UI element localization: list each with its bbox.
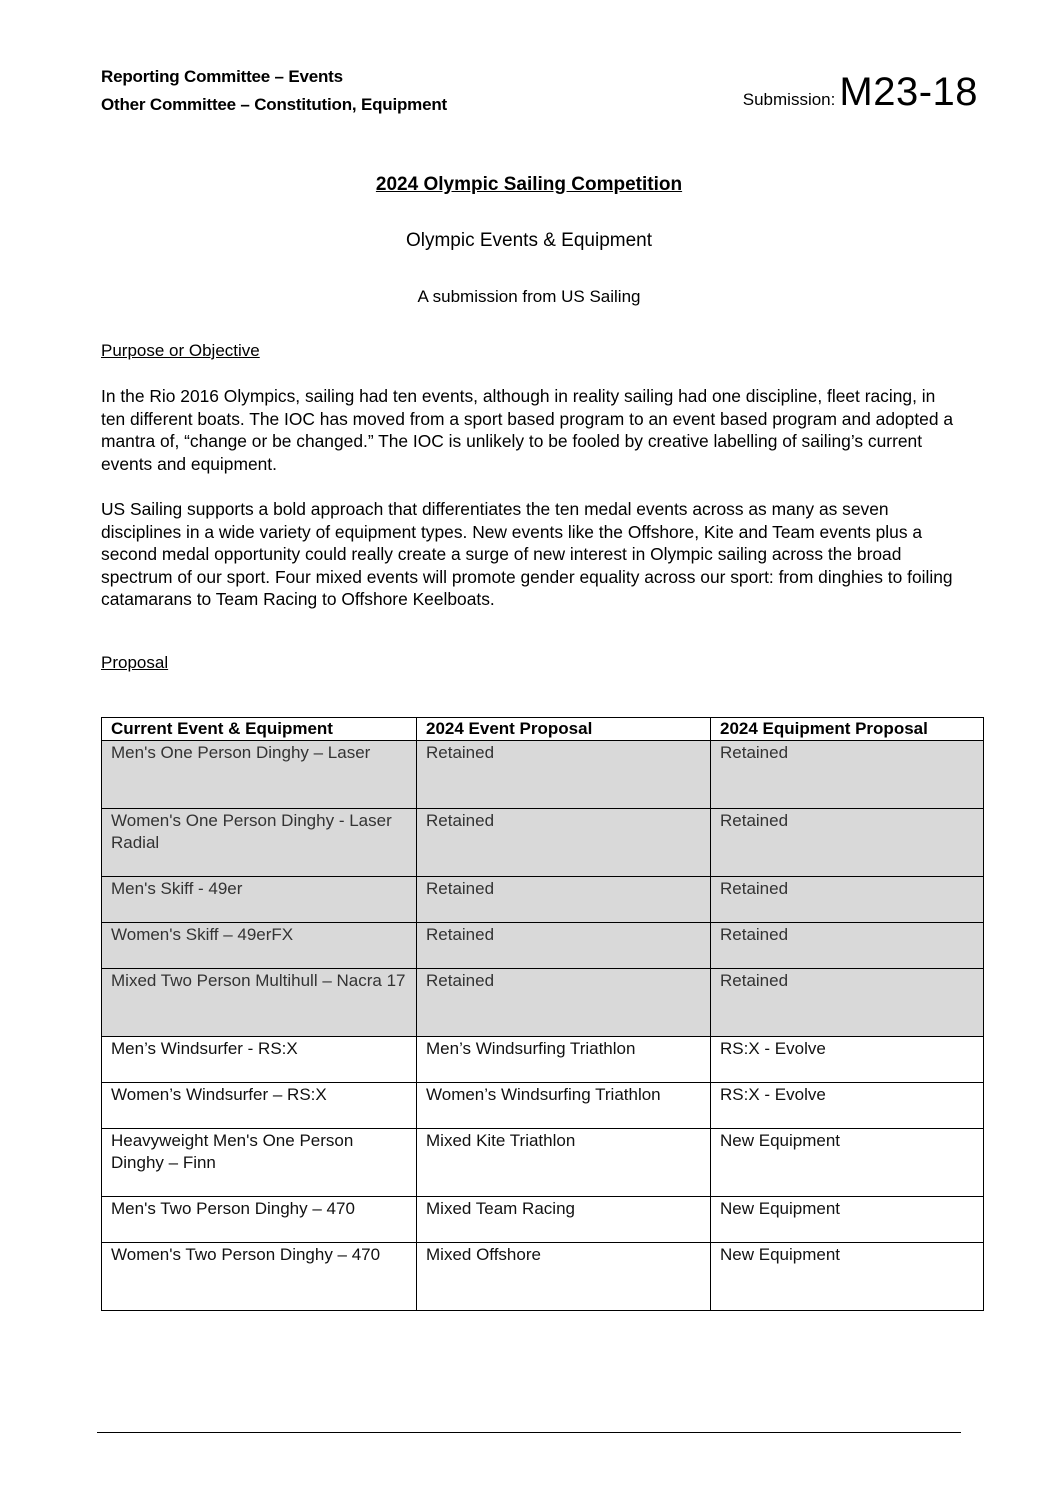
cell-event-proposal: Retained xyxy=(417,809,711,877)
cell-current-event: Men's Two Person Dinghy – 470 xyxy=(102,1197,417,1243)
cell-equipment-proposal: Retained xyxy=(711,969,984,1037)
cell-current-event: Women's Two Person Dinghy – 470 xyxy=(102,1243,417,1311)
cell-equipment-proposal: New Equipment xyxy=(711,1129,984,1197)
column-header-equipment: 2024 Equipment Proposal xyxy=(711,718,984,741)
cell-event-proposal: Women’s Windsurfing Triathlon xyxy=(417,1083,711,1129)
cell-event-proposal: Mixed Team Racing xyxy=(417,1197,711,1243)
document-byline: A submission from US Sailing xyxy=(417,287,641,306)
cell-equipment-proposal: New Equipment xyxy=(711,1197,984,1243)
cell-equipment-proposal: RS:X - Evolve xyxy=(711,1037,984,1083)
submission-code: M23-18 xyxy=(839,70,978,114)
cell-event-proposal: Retained xyxy=(417,741,711,809)
cell-equipment-proposal: Retained xyxy=(711,809,984,877)
cell-event-proposal: Retained xyxy=(417,877,711,923)
cell-current-event: Heavyweight Men's One Person Dinghy – Finn xyxy=(102,1129,417,1197)
cell-current-event: Men’s Windsurfer - RS:X xyxy=(102,1037,417,1083)
cell-event-proposal: Retained xyxy=(417,969,711,1037)
document-title: 2024 Olympic Sailing Competition xyxy=(375,174,683,195)
table-row xyxy=(102,741,984,809)
table-row xyxy=(102,1037,984,1083)
table-row xyxy=(102,809,984,877)
cell-current-event: Men's One Person Dinghy – Laser xyxy=(102,741,417,809)
cell-equipment-proposal: Retained xyxy=(711,923,984,969)
table-header-row xyxy=(102,718,984,741)
cell-equipment-proposal: Retained xyxy=(711,741,984,809)
submission-label: Submission: xyxy=(742,90,836,109)
cell-current-event: Women’s Windsurfer – RS:X xyxy=(102,1083,417,1129)
table-row xyxy=(102,1083,984,1129)
proposal-heading: Proposal xyxy=(101,653,169,672)
table-row xyxy=(102,923,984,969)
cell-equipment-proposal: RS:X - Evolve xyxy=(711,1083,984,1129)
cell-current-event: Women's Skiff – 49erFX xyxy=(102,923,417,969)
column-header-current: Current Event & Equipment xyxy=(102,718,417,741)
cell-equipment-proposal: Retained xyxy=(711,877,984,923)
cell-equipment-proposal: New Equipment xyxy=(711,1243,984,1311)
table-row xyxy=(102,969,984,1037)
table-row xyxy=(102,1197,984,1243)
footer-divider xyxy=(97,1432,961,1433)
purpose-paragraph-1: In the Rio 2016 Olympics, sailing had ten events, although in reality sailing had one discipline, fleet racing, in ten different boats. The IOC has moved from a sport based program to an event based program and adopted a mantra of, “change or be changed.” The IOC is unlikely to be fooled by creative labelling of sailing’s current events and equipment. xyxy=(101,386,954,474)
cell-event-proposal: Mixed Kite Triathlon xyxy=(417,1129,711,1197)
cell-current-event: Mixed Two Person Multihull – Nacra 17 xyxy=(102,969,417,1037)
cell-event-proposal: Mixed Offshore xyxy=(417,1243,711,1311)
cell-event-proposal: Retained xyxy=(417,923,711,969)
cell-current-event: Men's Skiff - 49er xyxy=(102,877,417,923)
cell-event-proposal: Men’s Windsurfing Triathlon xyxy=(417,1037,711,1083)
document-subtitle: Olympic Events & Equipment xyxy=(405,230,653,251)
submission-id xyxy=(743,70,978,115)
table-row xyxy=(102,1129,984,1197)
table-row xyxy=(102,877,984,923)
other-committee: Other Committee – Constitution, Equipment xyxy=(101,95,447,114)
table-row xyxy=(102,1243,984,1311)
committee-header xyxy=(101,63,447,119)
cell-current-event: Women's One Person Dinghy - Laser Radial xyxy=(102,809,417,877)
purpose-paragraph-2: US Sailing supports a bold approach that differentiates the ten medal events across as many as seven disciplines in a wide variety of equipment types. New events like the Offshore, Kite and Team events plus a second medal opportunity could really create a surge of new interest in Olympic sailing across the broad spectrum of our sport. Four mixed events will promote gender equality across our sport: from dinghies to foiling catamarans to Team Racing to Offshore Keelboats. xyxy=(101,499,953,610)
reporting-committee: Reporting Committee – Events xyxy=(101,67,343,86)
proposal-table xyxy=(101,717,984,1311)
purpose-heading: Purpose or Objective xyxy=(101,341,260,360)
column-header-event: 2024 Event Proposal xyxy=(417,718,711,741)
